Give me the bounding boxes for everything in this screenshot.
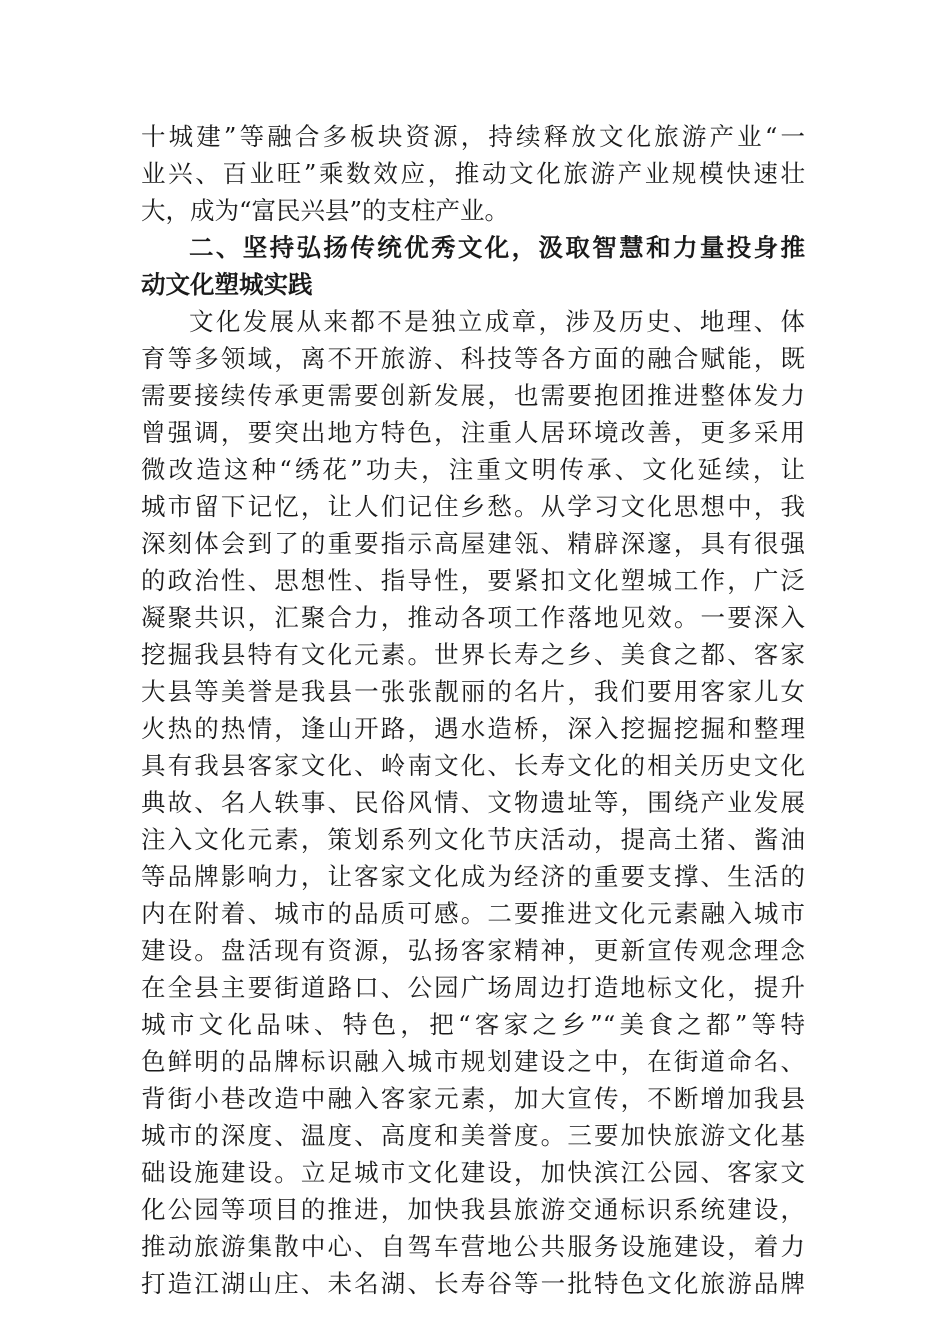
body-text-line: 推动旅游集散中心、自驾车营地公共服务设施建设，着力	[141, 1232, 805, 1261]
body-text-line: 在全县主要街道路口、公园广场周边打造地标文化，提升	[141, 973, 805, 1002]
body-text-line: 城市文化品味、特色，把“客家之乡”“美食之都”等特	[141, 1010, 805, 1039]
body-text-line: 曾强调，要突出地方特色，注重人居环境改善，更多采用	[141, 418, 805, 447]
body-text-line: 大县等美誉是我县一张张靓丽的名片，我们要用客家儿女	[141, 677, 805, 706]
body-text-line: 建设。盘活现有资源，弘扬客家精神，更新宣传观念理念	[141, 936, 805, 965]
body-text-line: 业兴、百业旺”乘数效应，推动文化旅游产业规模快速壮	[141, 159, 805, 188]
body-text-line: 大，成为“富民兴县”的支柱产业。	[141, 196, 510, 225]
body-text-line: 色鲜明的品牌标识融入城市规划建设之中，在街道命名、	[141, 1047, 805, 1076]
body-text-line: 需要接续传承更需要创新发展，也需要抱团推进整体发力	[141, 381, 805, 410]
body-text-line: 内在附着、城市的品质可感。二要推进文化元素融入城市	[141, 899, 805, 928]
body-text-line: 挖掘我县特有文化元素。世界长寿之乡、美食之都、客家	[141, 640, 805, 669]
body-text-line: 城市的深度、温度、高度和美誉度。三要加快旅游文化基	[141, 1121, 805, 1150]
body-text-line: 典故、名人轶事、民俗风情、文物遗址等，围绕产业发展	[141, 788, 805, 817]
body-text-line: 微改造这种“绣花”功夫，注重文明传承、文化延续，让	[141, 455, 805, 484]
body-text-line: 打造江湖山庄、未名湖、长寿谷等一批特色文化旅游品牌	[141, 1269, 805, 1298]
body-text-line: 注入文化元素，策划系列文化节庆活动，提高土猪、酱油	[141, 825, 805, 854]
body-text-line: 育等多领域，离不开旅游、科技等各方面的融合赋能，既	[141, 344, 805, 373]
body-text-line: 十城建”等融合多板块资源，持续释放文化旅游产业“一	[141, 122, 805, 151]
body-text-line: 文化发展从来都不是独立成章，涉及历史、地理、体	[189, 307, 805, 336]
body-text-line: 背街小巷改造中融入客家元素，加大宣传，不断增加我县	[141, 1084, 805, 1113]
section-heading: 二、坚持弘扬传统优秀文化，汲取智慧和力量投身推	[189, 233, 805, 262]
body-text-line: 凝聚共识，汇聚合力，推动各项工作落地见效。一要深入	[141, 603, 805, 632]
body-text-line: 等品牌影响力，让客家文化成为经济的重要支撑、生活的	[141, 862, 805, 891]
body-text-line: 城市留下记忆，让人们记住乡愁。从学习文化思想中，我	[141, 492, 805, 521]
body-text-line: 础设施建设。立足城市文化建设，加快滨江公园、客家文	[141, 1158, 805, 1187]
body-text-line: 具有我县客家文化、岭南文化、长寿文化的相关历史文化	[141, 751, 805, 780]
body-text-line: 的政治性、思想性、指导性，要紧扣文化塑城工作，广泛	[141, 566, 805, 595]
body-text-line: 深刻体会到了的重要指示高屋建瓴、精辟深邃，具有很强	[141, 529, 805, 558]
body-text-line: 化公园等项目的推进，加快我县旅游交通标识系统建设，	[141, 1195, 805, 1224]
body-text-line: 火热的热情，逢山开路，遇水造桥，深入挖掘挖掘和整理	[141, 714, 805, 743]
section-heading: 动文化塑城实践	[141, 270, 313, 299]
